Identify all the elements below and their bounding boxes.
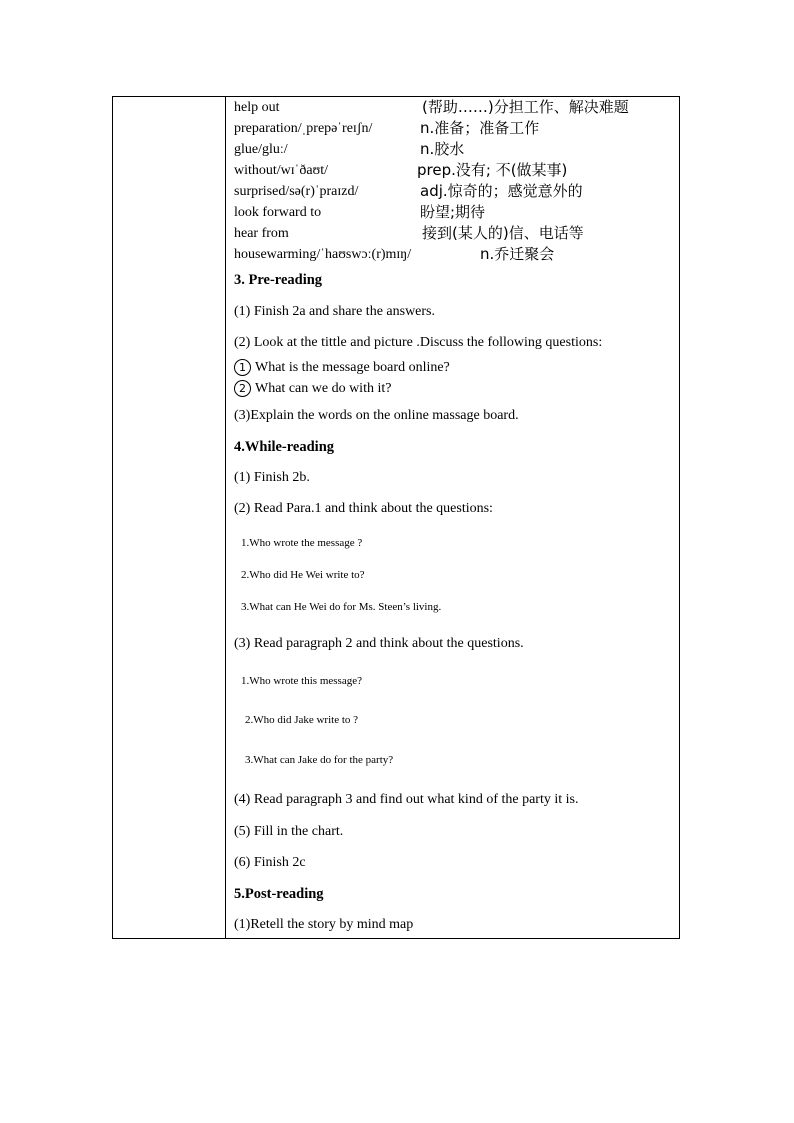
vocab-definition: n.乔迁聚会 — [480, 245, 555, 263]
paragraph2-question: 3.What can Jake do for the party? — [245, 754, 394, 766]
while-reading-item: (4) Read paragraph 3 and find out what kind of the party it is. — [234, 792, 579, 807]
while-reading-item: (3) Read paragraph 2 and think about the questions. — [234, 636, 524, 651]
vocab-word: without/wɪˈðaʊt/ — [234, 163, 329, 178]
vocab-word: preparation/ˌprepəˈreɪʃn/ — [234, 121, 373, 136]
vocab-definition: 接到(某人的)信、电话等 — [422, 224, 584, 242]
pre-reading-item: (1) Finish 2a and share the answers. — [234, 304, 436, 319]
pre-reading-question — [234, 380, 391, 398]
pre-reading-item: (2) Look at the tittle and picture .Discuss the following questions: — [234, 335, 603, 350]
pre-reading-item: (3)Explain the words on the online massage board. — [234, 408, 519, 423]
vocab-word: help out — [234, 100, 280, 115]
vocab-definition: prep.没有; 不(做某事) — [417, 161, 568, 179]
paragraph2-question: 2.Who did Jake write to ? — [245, 714, 359, 726]
pre-reading-heading: 3. Pre-reading — [234, 272, 323, 288]
circled-number: 1 — [234, 359, 251, 376]
while-reading-heading: 4.While-reading — [234, 439, 335, 455]
post-reading-item: (1)Retell the story by mind map — [234, 917, 414, 932]
while-reading-item: (6) Finish 2c — [234, 855, 306, 870]
while-reading-item: (1) Finish 2b. — [234, 470, 310, 485]
left-column-cell — [113, 97, 226, 938]
vocab-definition: n.胶水 — [420, 140, 465, 158]
paragraph2-question: 1.Who wrote this message? — [241, 675, 362, 687]
content-cell — [226, 97, 679, 938]
post-reading-heading: 5.Post-reading — [234, 886, 324, 902]
vocab-word: look forward to — [234, 205, 322, 220]
vocab-word: surprised/sə(r)ˈpraɪzd/ — [234, 184, 359, 199]
vocab-definition: (帮助……)分担工作、解决难题 — [422, 98, 629, 116]
vocab-word: glue/gluː/ — [234, 142, 288, 157]
paragraph1-question: 3.What can He Wei do for Ms. Steen’s living. — [241, 601, 442, 613]
question-text: What is the message board online? — [255, 360, 450, 375]
vocab-word: housewarming/ˈhaʊswɔː(r)mɪŋ/ — [234, 247, 412, 262]
vocab-definition: adj.惊奇的；感觉意外的 — [420, 182, 583, 200]
while-reading-item: (5) Fill in the chart. — [234, 824, 344, 839]
vocab-word: hear from — [234, 226, 289, 241]
lesson-table — [112, 96, 680, 939]
while-reading-item: (2) Read Para.1 and think about the questions: — [234, 501, 493, 516]
paragraph1-question: 1.Who wrote the message ? — [241, 537, 363, 549]
circled-number: 2 — [234, 380, 251, 397]
vocab-definition: n.准备；准备工作 — [420, 119, 540, 137]
paragraph1-question: 2.Who did He Wei write to? — [241, 569, 365, 581]
vocab-definition: 盼望;期待 — [420, 203, 486, 221]
question-text: What can we do with it? — [255, 381, 392, 396]
pre-reading-question — [234, 359, 450, 377]
